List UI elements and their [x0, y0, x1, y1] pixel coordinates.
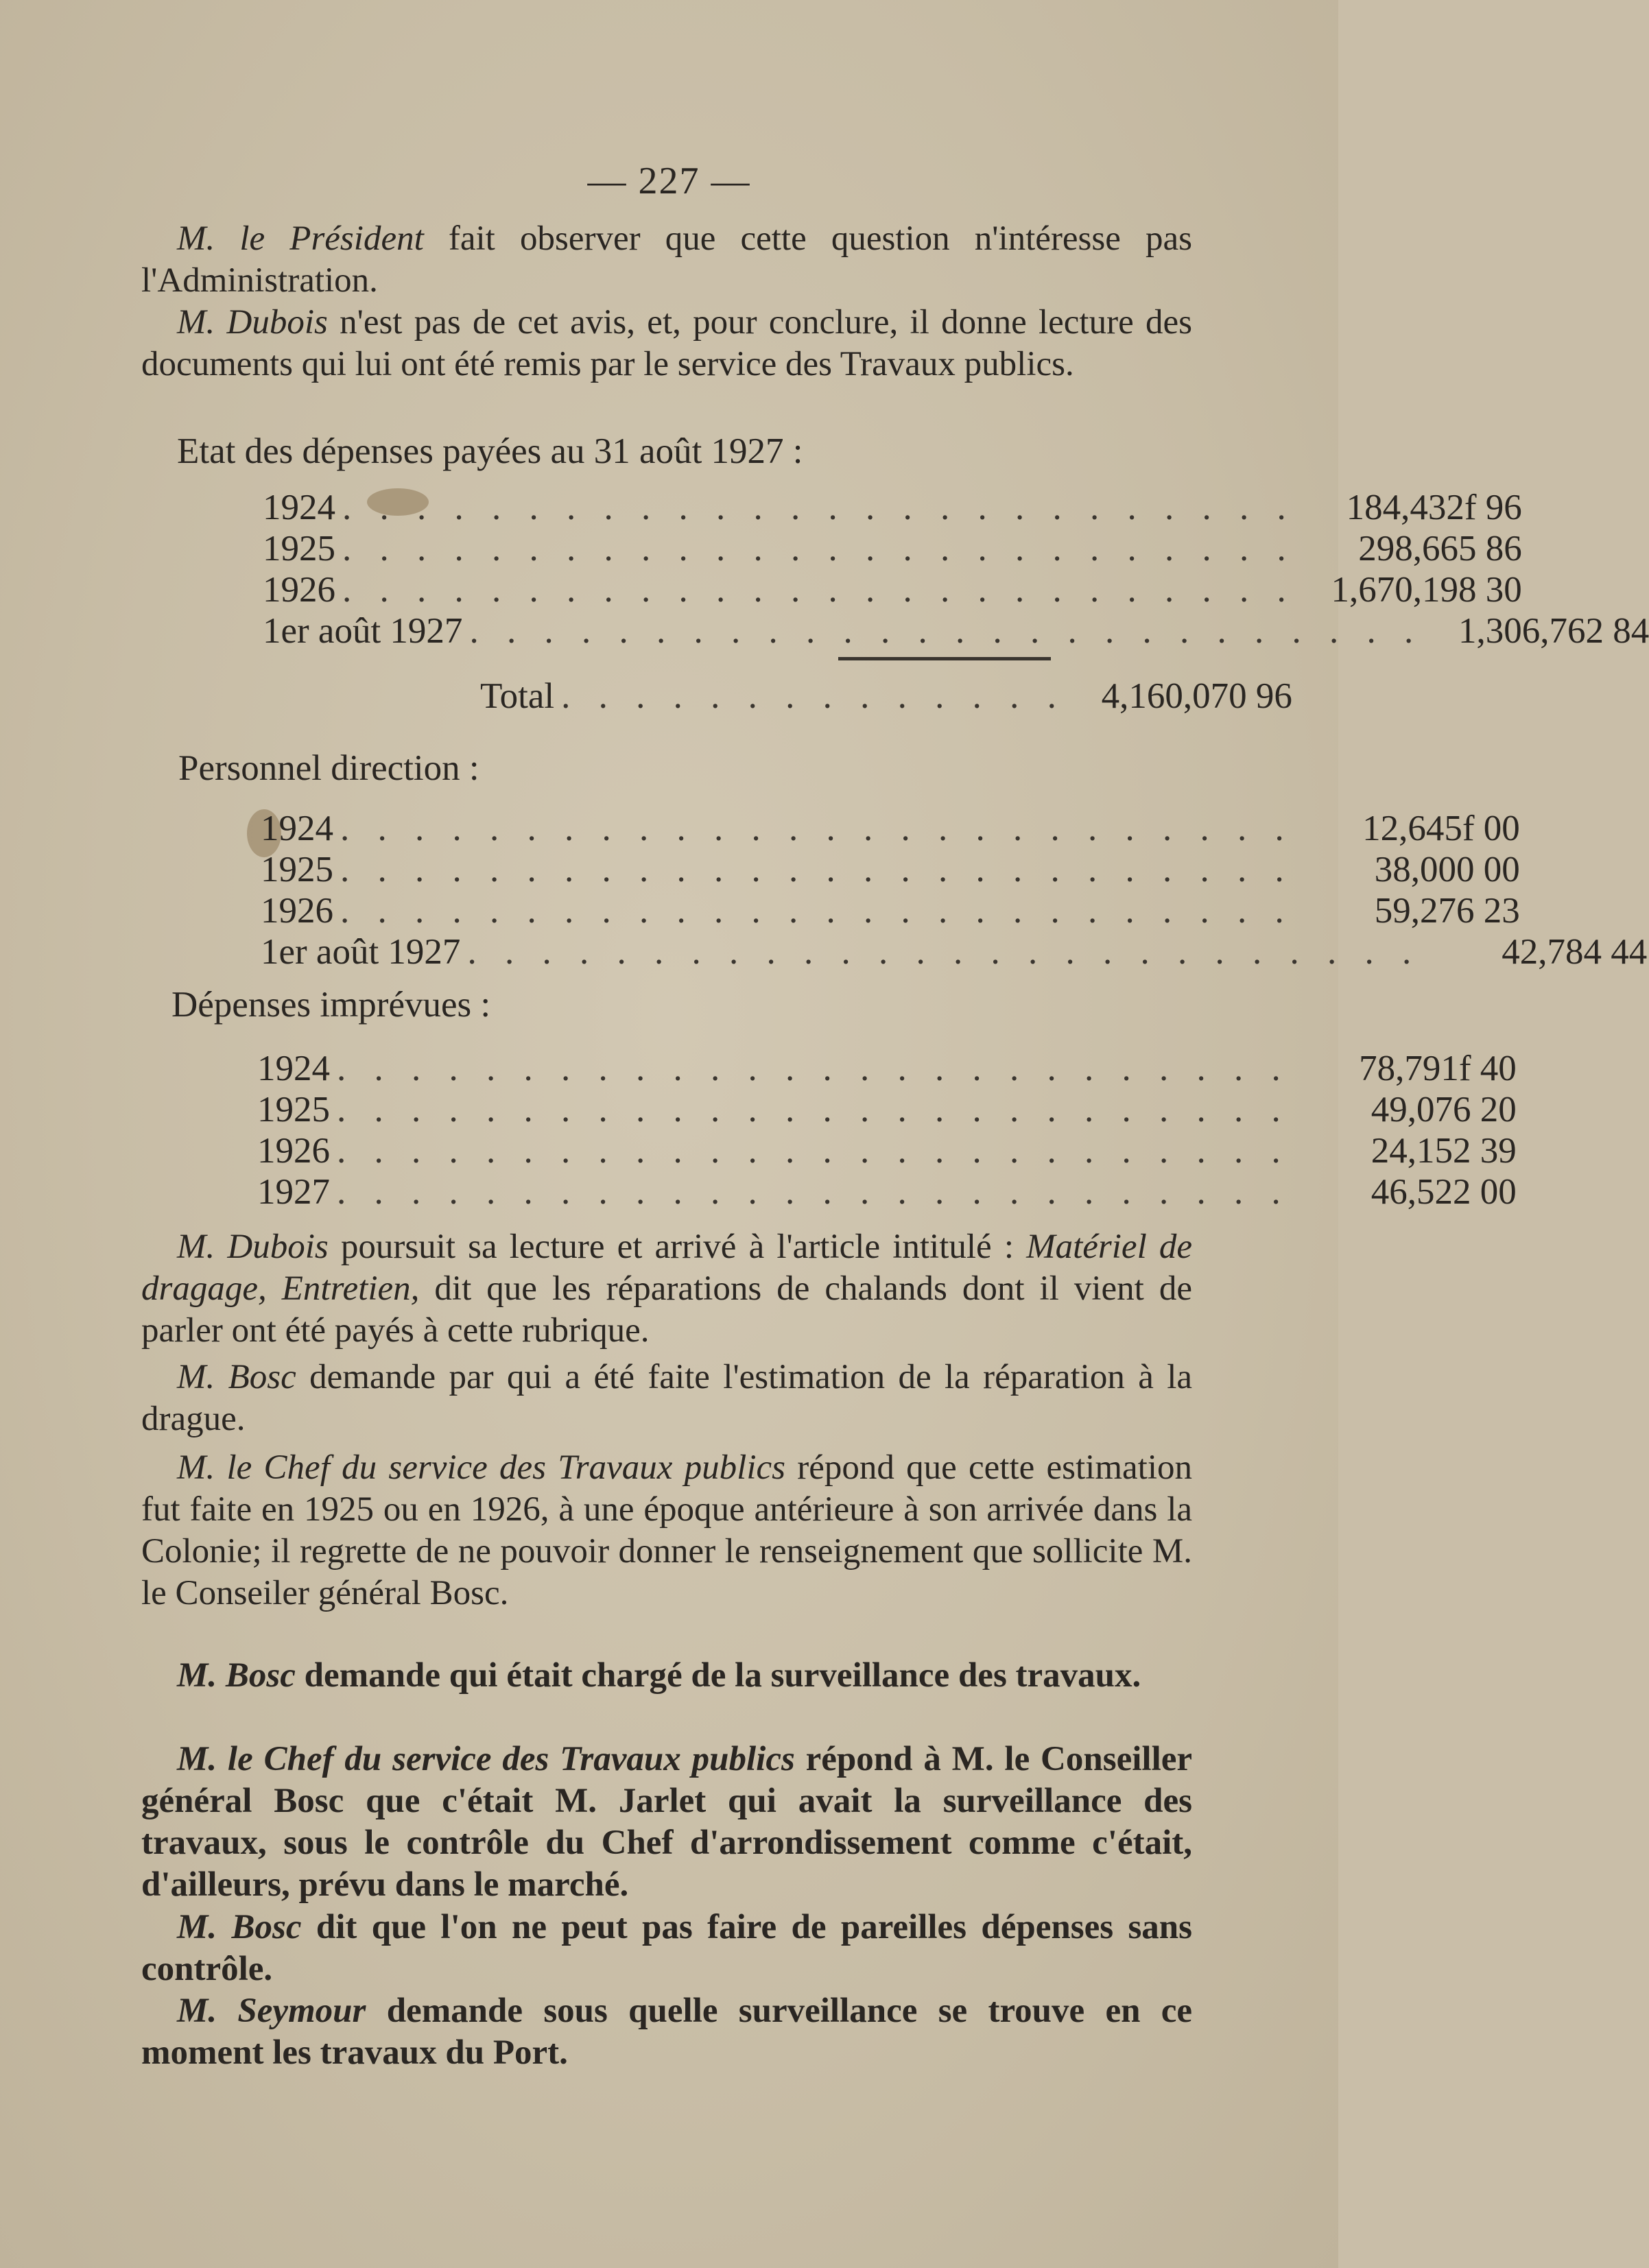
personnel-heading: Personnel direction :	[178, 748, 479, 788]
row-label: 1926	[263, 570, 335, 610]
paragraph-bosc-controle	[141, 1907, 1192, 1990]
leader-dots: . . . . . . . . . . . . . . . . . . . . . . . . . .	[340, 850, 1294, 890]
row-value: 42,784 44	[1502, 932, 1648, 972]
row-label: 1924	[263, 488, 335, 527]
paragraph-text: fait observer que cette question n'intéresse pas l'Administration.	[141, 219, 1193, 300]
speaker-name: M. Bosc	[177, 1908, 302, 1946]
row-value: 78,791f 40	[1359, 1049, 1517, 1088]
paragraph-text: répond que cette estimation fut faite en 1925 ou en 1926, à une époque antérieure à son arrivée dans la Colonie; il regrette de ne pouvoir donner le renseignement que sollicite M. le Conseiler général Bosc.	[141, 1448, 1192, 1612]
speaker-name: M. le Chef du service des Travaux publics	[177, 1448, 786, 1487]
speaker-name: M. Seymour	[177, 1992, 366, 2030]
paragraph-president	[141, 218, 1192, 302]
row-value: 24,152 39	[1371, 1131, 1517, 1171]
paragraph-text: demande qui était chargé de la surveillance des travaux.	[295, 1656, 1141, 1695]
row-value: 1,670,198 30	[1331, 570, 1522, 610]
paragraph-seymour	[141, 1990, 1192, 2074]
row-value: 49,076 20	[1371, 1090, 1517, 1130]
page-number: — 227 —	[587, 160, 751, 202]
paragraph-text: demande par qui a été faite l'estimation de la réparation à la drague.	[141, 1358, 1192, 1438]
leader-dots: . . . . . . . . . . . . . . . . . . . . . . . . . .	[337, 1049, 1290, 1088]
etat-row	[263, 528, 1522, 569]
paragraph-text: répond à M. le Conseiller général Bosc que c'était M. Jarlet qui avait la surveillance des travaux, sous le contrôle du Chef d'arrondissement comme c'était, d'ailleurs, prévu dans le marché.	[141, 1740, 1193, 1904]
leader-dots: . . . . . . . . . . . . . . . . . . . . . . . . . .	[469, 611, 1423, 651]
imprevues-row	[257, 1089, 1517, 1130]
etat-heading: Etat des dépenses payées au 31 août 1927 :	[177, 431, 803, 471]
row-label: 1er août 1927	[263, 611, 463, 651]
leader-dots: . . . . . . . . . . . . . . . . . . . . . . . . . .	[342, 570, 1296, 610]
paragraph-dubois	[141, 302, 1192, 385]
leader-dots: . . . . . . . . . . . . . . . . . . . . . . . . . .	[342, 488, 1296, 527]
speaker-name: M. Dubois	[177, 303, 328, 342]
paragraph-chef-estimation	[141, 1447, 1192, 1614]
paragraph-text: poursuit sa lecture et arrivé à l'article intitulé :	[328, 1228, 1027, 1266]
personnel-row	[261, 808, 1520, 849]
speaker-name: M. le Président	[177, 219, 424, 258]
paragraph-text: dit que les réparations de chalands dont il vient de parler ont été payés à cette rubrique.	[141, 1269, 1193, 1350]
row-value: 298,665 86	[1358, 529, 1522, 569]
leader-dots: . . . . . . . . . . . . . .	[561, 676, 1066, 716]
speaker-name: M. Bosc	[177, 1656, 296, 1695]
leader-dots: . . . . . . . . . . . . . . . . . . . . . . . . . .	[467, 932, 1421, 972]
total-label: Total	[480, 676, 555, 716]
leader-dots: . . . . . . . . . . . . . . . . . . . . . . . . . .	[337, 1131, 1290, 1171]
etat-total-row	[480, 676, 1292, 717]
leader-dots: . . . . . . . . . . . . . . . . . . . . . . . . . .	[337, 1172, 1290, 1212]
row-label: 1924	[261, 809, 333, 848]
personnel-row	[261, 890, 1520, 931]
paragraph-dubois-lecture	[141, 1226, 1192, 1352]
speaker-name: M. le Chef du service des Travaux publics	[177, 1740, 795, 1778]
row-label: 1er août 1927	[261, 932, 461, 972]
etat-row	[263, 610, 1649, 652]
paragraph-text: dit que l'on ne peut pas faire de pareilles dépenses sans contrôle.	[141, 1908, 1192, 1988]
row-value: 184,432f 96	[1346, 488, 1522, 527]
speaker-name: M. Dubois	[177, 1228, 329, 1266]
article-title: Matériel de dragage, Entretien,	[141, 1228, 1192, 1308]
row-label: 1925	[257, 1090, 330, 1130]
leader-dots: . . . . . . . . . . . . . . . . . . . . . . . . . .	[340, 809, 1294, 848]
row-value: 38,000 00	[1374, 850, 1520, 890]
row-value: 59,276 23	[1374, 891, 1520, 931]
imprevues-heading: Dépenses imprévues :	[171, 985, 491, 1025]
row-label: 1926	[257, 1131, 330, 1171]
leader-dots: . . . . . . . . . . . . . . . . . . . . . . . . . .	[342, 529, 1296, 569]
total-rule	[838, 657, 1051, 660]
imprevues-row	[257, 1130, 1517, 1171]
paragraph-bosc-estimation	[141, 1357, 1192, 1440]
speaker-name: M. Bosc	[177, 1358, 296, 1396]
etat-row	[263, 487, 1522, 528]
leader-dots: . . . . . . . . . . . . . . . . . . . . . . . . . .	[337, 1090, 1290, 1130]
paragraph-bosc-surveillance	[141, 1655, 1192, 1697]
row-value: 12,645f 00	[1362, 809, 1520, 848]
row-label: 1924	[257, 1049, 330, 1088]
imprevues-row	[257, 1048, 1517, 1089]
paragraph-text: n'est pas de cet avis, et, pour conclure, il donne lecture des documents qui lui ont été remis par le service des Travaux publics.	[141, 303, 1192, 383]
leader-dots: . . . . . . . . . . . . . . . . . . . . . . . . . .	[340, 891, 1294, 931]
row-label: 1925	[261, 850, 333, 890]
total-value: 4,160,070 96	[1101, 676, 1292, 716]
etat-row	[263, 569, 1522, 610]
row-value: 46,522 00	[1371, 1172, 1517, 1212]
row-label: 1925	[263, 529, 335, 569]
personnel-row	[261, 931, 1648, 972]
personnel-row	[261, 849, 1520, 890]
paragraph-chef-surveillance	[141, 1739, 1192, 1906]
row-label: 1926	[261, 891, 333, 931]
paragraph-text: demande sous quelle surveillance se trouve en ce moment les travaux du Port.	[141, 1992, 1192, 2072]
row-label: 1927	[257, 1172, 330, 1212]
row-value: 1,306,762 84	[1458, 611, 1649, 651]
imprevues-row	[257, 1171, 1517, 1213]
